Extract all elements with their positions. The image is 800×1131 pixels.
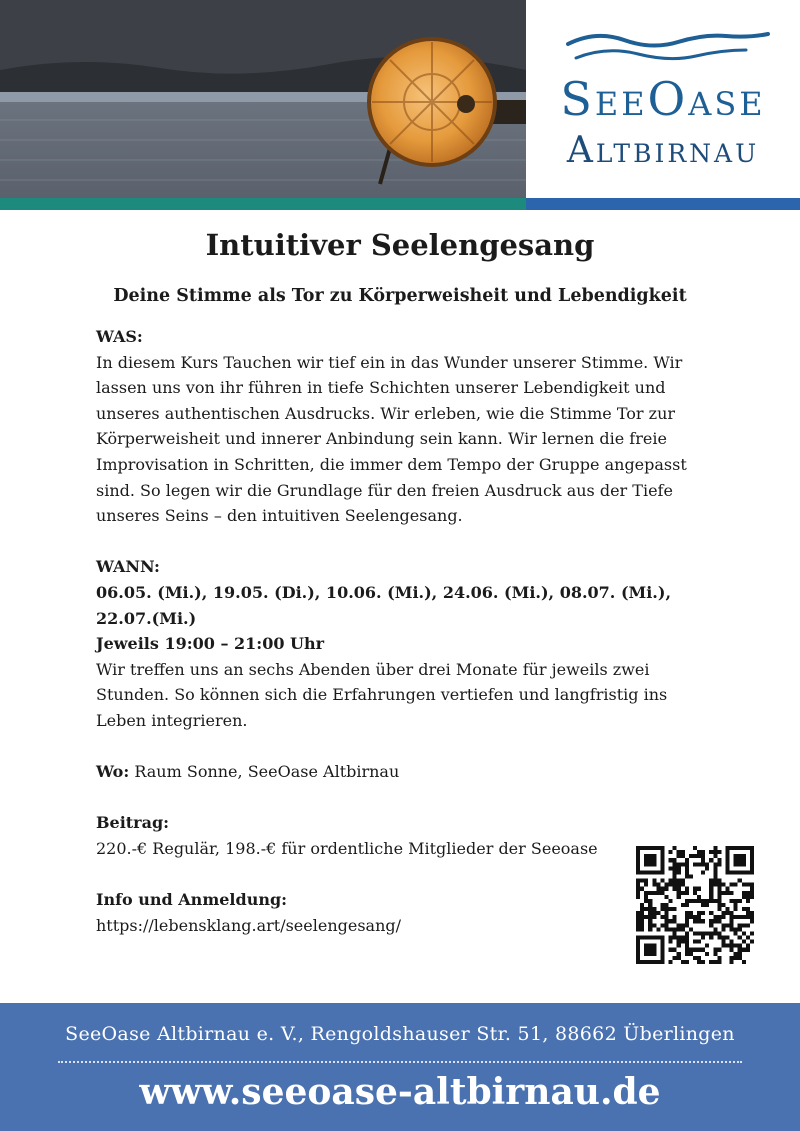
wann-dates-line1: 06.05. (Mi.), 19.05. (Di.), 10.06. (Mi.), 24.06. (Mi.), 08.07. (Mi.), [96, 582, 672, 602]
qr-code[interactable] [636, 846, 754, 964]
wann-label: WANN: [96, 557, 160, 577]
wann-dates-line2: 22.07.(Mi.) [96, 608, 197, 628]
was-text: In diesem Kurs Tauchen wir tief ein in das Wunder unserer Stimme. Wir lassen uns von ihr führen in tiefe Schichten unserer Lebendigkeit und unseres authentischen Ausdrucks. Wir erleben, wie die Stimme Tor zur Körperweisheit und innerer Anbindung sein kann. Wir lernen die freie Improvisation in Schritten, die immer dem Tempo der Gruppe angepasst sind. So legen wir die Grundlage für den freien Ausdruck aus der Tiefe unseres Seins – den intuitiven Seelengesang. [96, 352, 687, 526]
waves-icon [566, 28, 770, 68]
footer [0, 1003, 800, 1131]
header-photo [0, 0, 526, 198]
qr-code-icon [636, 846, 754, 964]
info-url[interactable]: https://lebensklang.art/seelengesang/ [96, 915, 402, 935]
page-title: Intuitiver Seelengesang [205, 228, 595, 262]
header-stripe-blue [526, 198, 800, 210]
frame-drum-lake-image [0, 0, 526, 198]
logo-altbirnau: Altbirnau [566, 130, 760, 171]
logo [526, 0, 800, 198]
beitrag-value: 220.-€ Regulär, 198.-€ für ordentliche Mitglieder der Seeoase [96, 838, 598, 858]
header-stripe-green [0, 198, 526, 210]
page-subtitle: Deine Stimme als Tor zu Körperweisheit und Lebendigkeit [113, 286, 687, 306]
footer-address: SeeOase Altbirnau e. V., Rengoldshauser Str. 51, 88662 Überlingen [65, 1023, 735, 1045]
beitrag-label: Beitrag: [96, 813, 170, 833]
wo-value: Raum Sonne, SeeOase Altbirnau [129, 762, 400, 782]
wo-line [96, 759, 716, 785]
wann-time: Jeweils 19:00 – 21:00 Uhr [96, 634, 325, 654]
was-label: WAS: [96, 327, 143, 346]
footer-divider [58, 1061, 742, 1063]
wann-text: Wir treffen uns an sechs Abenden über drei Monate für jeweils zwei Stunden. So können sich die Erfahrungen vertiefen und langfristig ins Leben integrieren. [96, 659, 668, 730]
header [0, 0, 800, 210]
logo-seeoase: SeeOase [560, 72, 766, 126]
footer-website[interactable]: www.seeoase-altbirnau.de [139, 1071, 661, 1113]
content [96, 324, 716, 938]
wo-label: Wo: [96, 762, 130, 782]
info-label: Info und Anmeldung: [96, 890, 288, 910]
